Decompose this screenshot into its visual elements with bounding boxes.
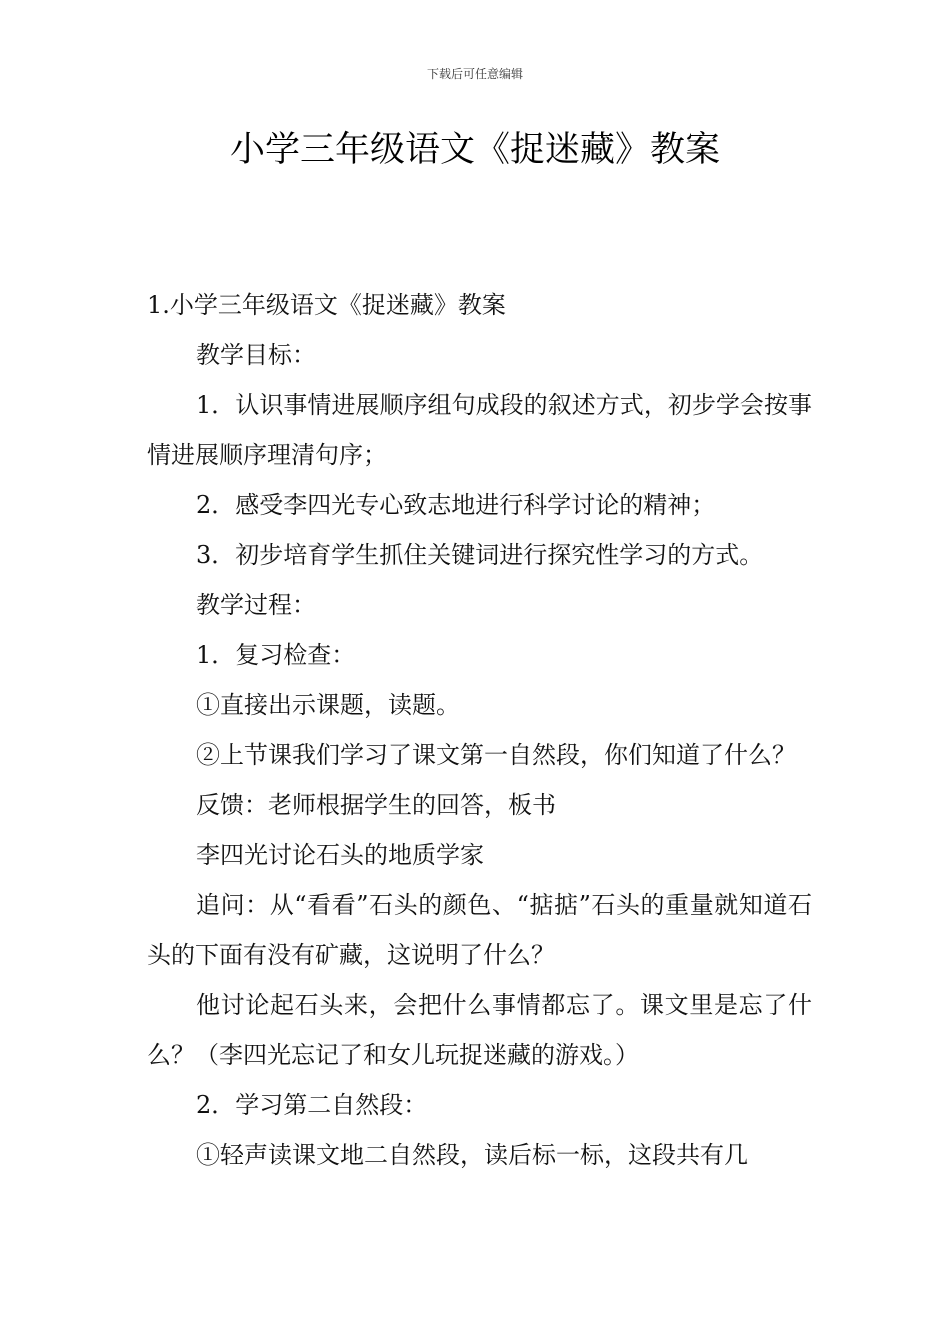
paragraph-teaching-process: 教学过程： (196, 591, 316, 619)
paragraph-teaching-goals: 教学目标： (196, 341, 316, 369)
paragraph-step-2-a: ①轻声读课文地二自然段，读后标一标，这段共有几 (196, 1141, 748, 1169)
paragraph-follow-up: 追问：从“看看”石头的颜色、“掂掂”石头的重量就知道石头的下面有没有矿藏，这说明了什么？ (147, 891, 812, 969)
document-body (147, 280, 812, 1180)
paragraph-goal-1: 1．认识事情进展顺序组句成段的叙述方式，初步学会按事情进展顺序理清句序； (147, 391, 812, 469)
paragraph-step-2: 2．学习第二自然段： (196, 1091, 428, 1119)
paragraph-board-writing: 李四光讨论石头的地质学家 (196, 841, 484, 869)
paragraph-step-1-b: ②上节课我们学习了课文第一自然段，你们知道了什么？ (196, 741, 796, 769)
paragraph-discussion: 他讨论起石头来，会把什么事情都忘了。课文里是忘了什么？（李四光忘记了和女儿玩捉迷藏的游戏。） (147, 991, 812, 1069)
document-title: 小学三年级语文《捉迷藏》教案 (229, 130, 720, 170)
paragraph-goal-3: 3．初步培育学生抓住关键词进行探究性学习的方式。 (196, 541, 764, 569)
header-note: 下载后可任意编辑 (426, 67, 523, 81)
paragraph-step-1: 1．复习检查： (196, 641, 356, 669)
section-heading: 1.小学三年级语文《捉迷藏》教案 (147, 291, 506, 319)
paragraph-goal-2: 2．感受李四光专心致志地进行科学讨论的精神； (196, 491, 716, 519)
paragraph-step-1-a: ①直接出示课题，读题。 (196, 691, 460, 719)
paragraph-feedback: 反馈：老师根据学生的回答，板书 (196, 791, 556, 819)
